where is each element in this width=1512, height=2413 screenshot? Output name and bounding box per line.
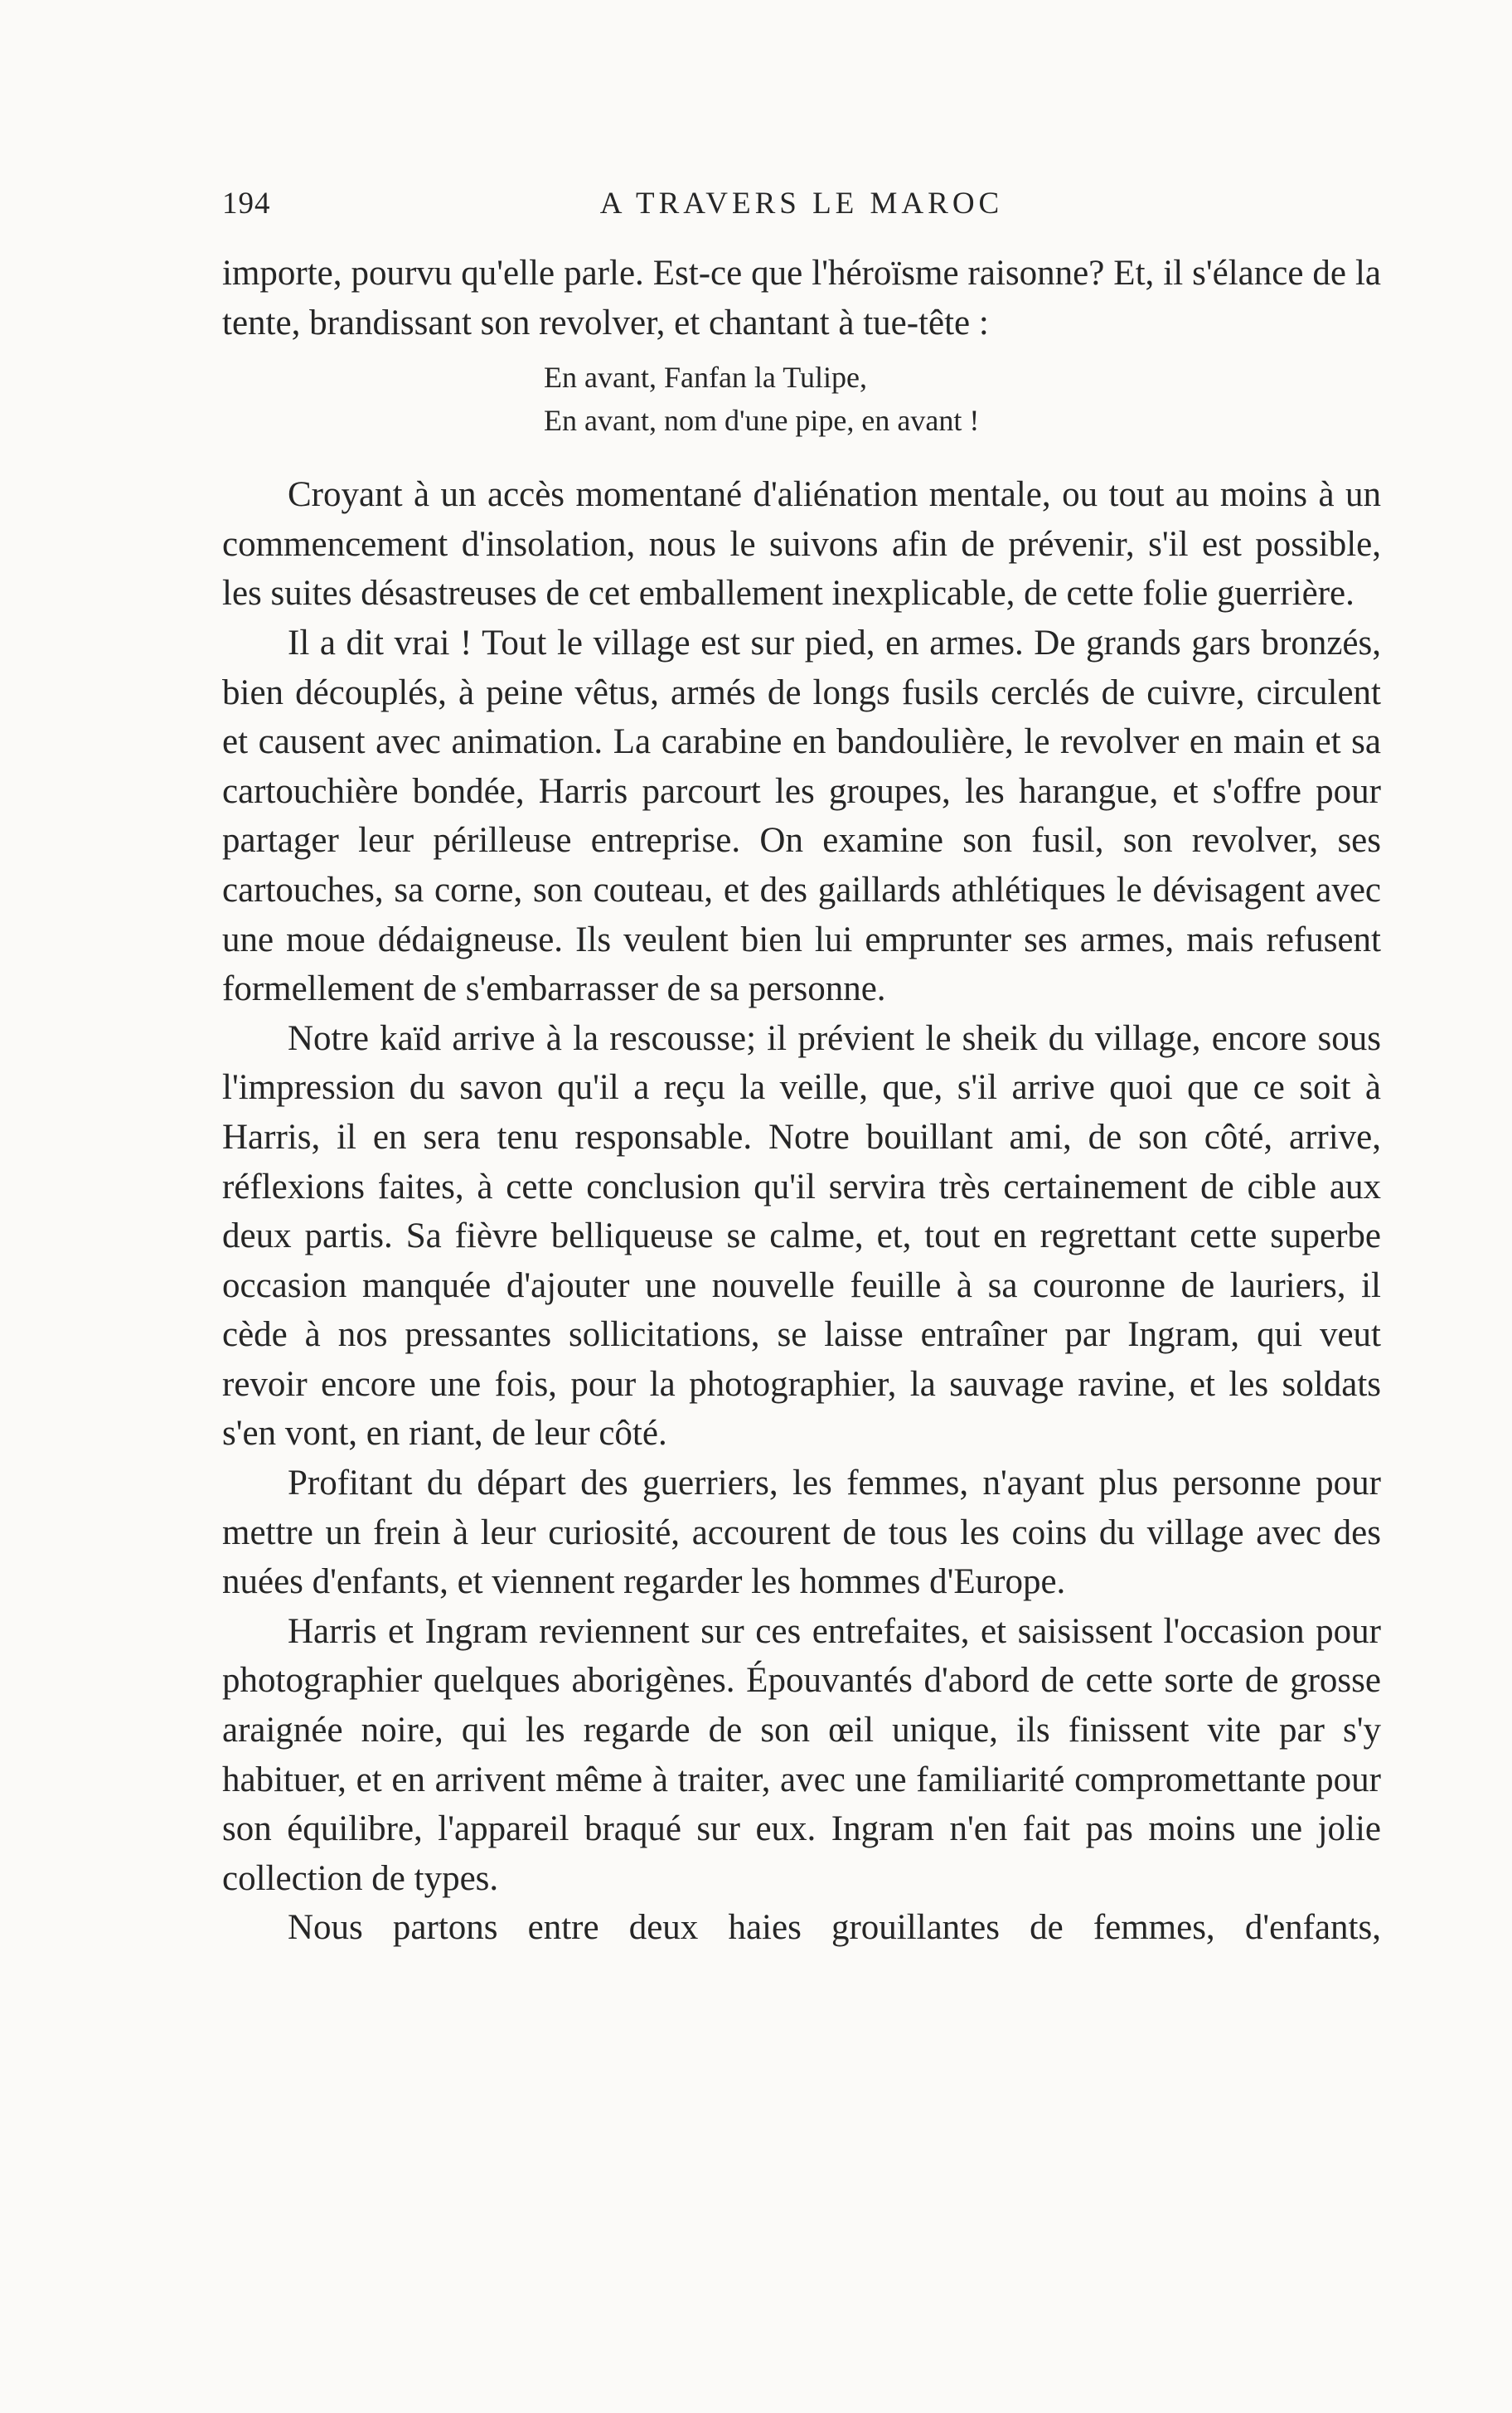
body-text bbox=[222, 249, 1381, 1953]
paragraph: Nous partons entre deux haies grouillantes de femmes, d'enfants, bbox=[288, 1908, 1381, 1948]
paragraph-continuation: importe, pourvu qu'elle parle. Est-ce que l'héroïsme raisonne? Et, il s'élance de la tente, brandissant son revolver, et chantant à tue-tête : bbox=[222, 254, 1381, 342]
paragraph: Harris et Ingram reviennent sur ces entrefaites, et saisissent l'occasion pour photographier quelques aborigènes. Épouvantés d'abord de cette sorte de grosse araignée noire, qui les regarde de son œil unique, ils finissent vite par s'y habituer, et en arrivent même à traiter, avec une familiarité compromettante pour son équilibre, l'appareil braqué sur eux. Ingram n'en fait pas moins une jolie collection de types. bbox=[222, 1611, 1381, 1898]
paragraph: Il a dit vrai ! Tout le village est sur pied, en armes. De grands gars bronzés, bien découplés, à peine vêtus, armés de longs fusils cerclés de cuivre, circulent et causent avec animation. La carabine en bandoulière, le revolver en main et sa cartouchière bondée, Harris parcourt les groupes, les harangue, et s'offre pour partager leur périlleuse entreprise. On examine son fusil, son revolver, ses cartouches, sa corne, son couteau, et des gaillards athlétiques le dévisagent avec une moue dédaigneuse. Ils veulent bien lui emprunter ses armes, mais refusent formellement de s'embarrasser de sa personne. bbox=[222, 623, 1381, 1009]
paragraph: Profitant du départ des guerriers, les femmes, n'ayant plus personne pour mettre un frein à leur curiosité, accourent de tous les coins du village avec des nuées d'enfants, et viennent regarder les hommes d'Europe. bbox=[222, 1464, 1381, 1602]
page-number: 194 bbox=[222, 187, 271, 221]
verse-line: En avant, Fanfan la Tulipe, bbox=[544, 361, 867, 395]
running-title: A TRAVERS LE MAROC bbox=[599, 187, 1004, 221]
song-verse bbox=[222, 356, 1381, 442]
paragraph: Notre kaïd arrive à la rescousse; il prévient le sheik du village, encore sous l'impression du savon qu'il a reçu la veille, que, s'il arrive quoi que ce soit à Harris, il en sera tenu responsable. Notre bouillant ami, de son côté, arrive, réflexions faites, à cette conclusion qu'il servira très certainement de cible aux deux partis. Sa fièvre belliqueuse se calme, et, tout en regrettant cette superbe occasion manquée d'ajouter une nouvelle feuille à sa couronne de lauriers, il cède à nos pressantes sollicitations, se laisse entraîner par Ingram, qui veut revoir encore une fois, pour la photographier, la sauvage ravine, et les soldats s'en vont, en riant, de leur côté. bbox=[222, 1018, 1381, 1454]
running-header bbox=[222, 186, 1381, 227]
paragraph: Croyant à un accès momentané d'aliénation mentale, ou tout au moins à un commencement d'insolation, nous le suivons afin de prévenir, s'il est possible, les suites désastreuses de cet emballement inexplicable, de cette folie guerrière. bbox=[222, 475, 1381, 614]
verse-line: En avant, nom d'une pipe, en avant ! bbox=[544, 404, 980, 438]
